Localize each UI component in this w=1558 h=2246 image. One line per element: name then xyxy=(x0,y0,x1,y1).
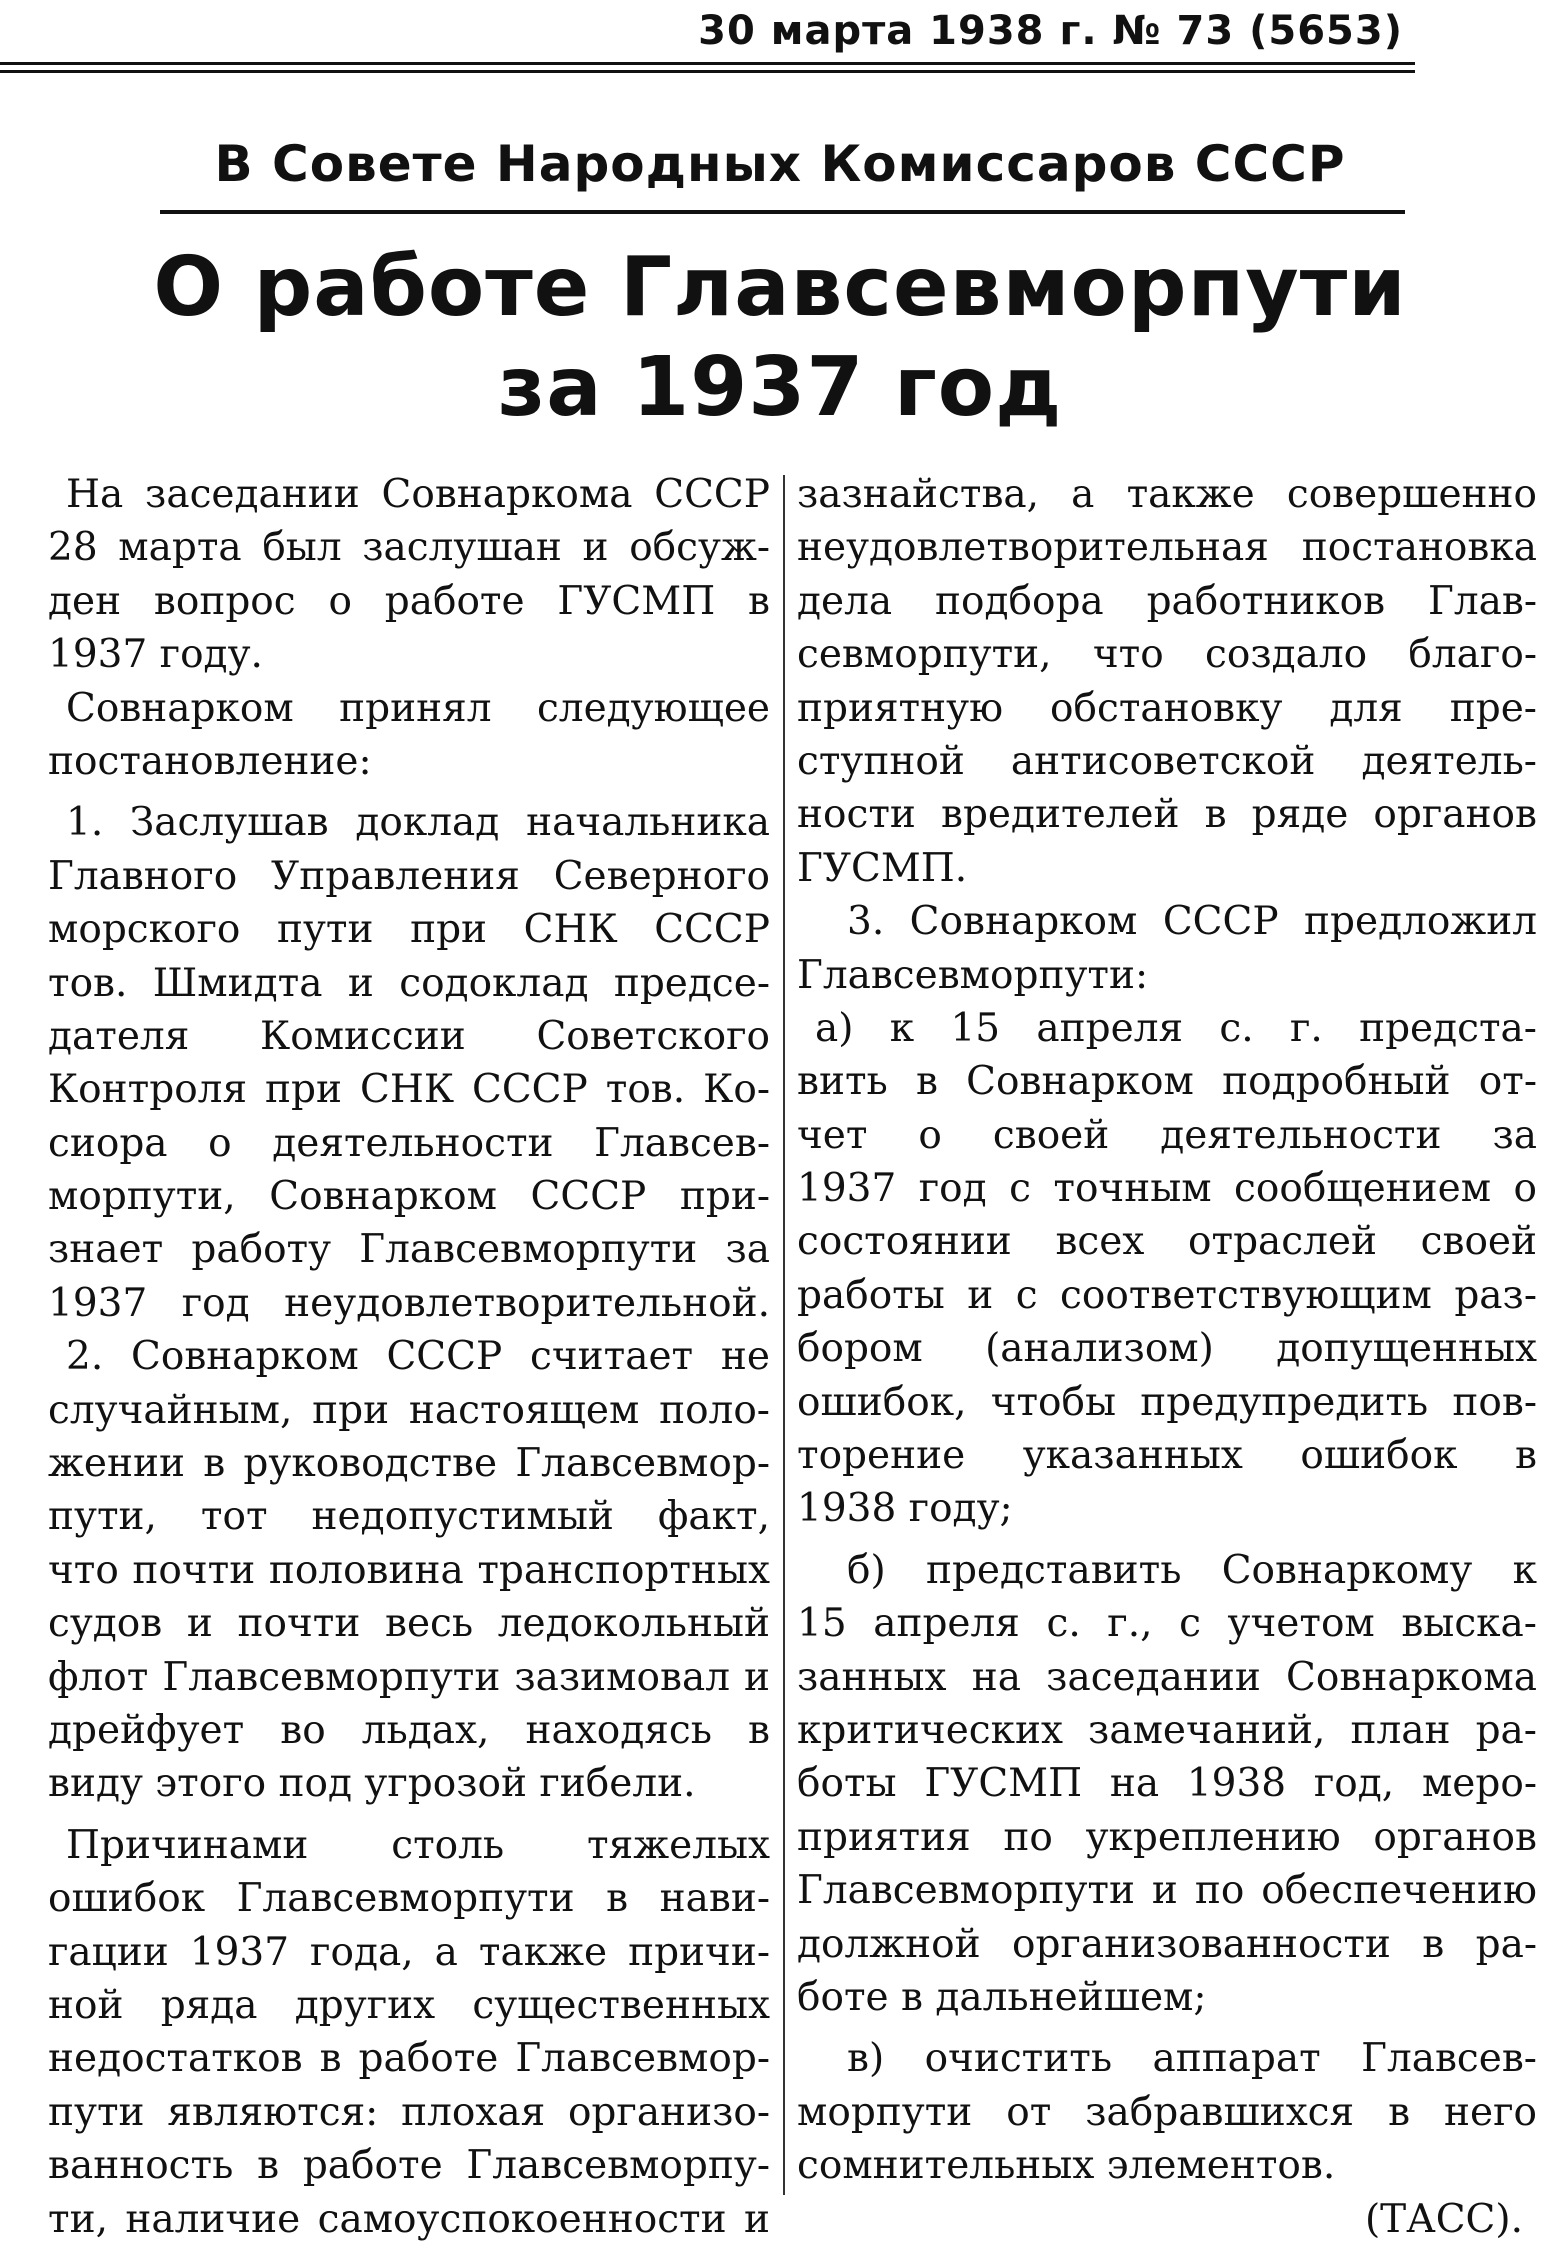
text-line: Главсевморпути: xyxy=(797,952,1149,998)
article-title-line-1: О работе Главсевморпути xyxy=(153,240,1407,335)
text-line: 15 апреля с. г., с учетом выска- xyxy=(797,1601,1537,1647)
text-line: постановление: xyxy=(48,738,372,784)
text-line: ден вопрос о работе ГУСМП в xyxy=(48,578,770,624)
text-line: знает работу Главсевморпути за xyxy=(48,1227,770,1273)
article-column-left xyxy=(48,468,770,2246)
section-heading: В Совете Народных Комиссаров СССР xyxy=(214,135,1346,193)
text-line: занных на заседании Совнаркома xyxy=(797,1654,1537,1700)
masthead-dateline: 30 марта 1938 г. № 73 (5653) xyxy=(698,8,1403,54)
text-line: ошибок Главсевморпути в нави- xyxy=(48,1876,770,1922)
text-line: Совнарком принял следующее xyxy=(66,685,770,731)
text-line: Причинами столь тяжелых xyxy=(66,1822,770,1868)
text-line: морского пути при СНК СССР xyxy=(48,907,770,953)
text-line: 1937 год неудовлетворительной. xyxy=(48,1280,770,1326)
text-line: сомнительных элементов. xyxy=(797,2143,1336,2189)
text-line: чет о своей деятельности за xyxy=(797,1112,1537,1158)
text-line: Контроля при СНК СССР тов. Ко- xyxy=(48,1067,770,1113)
text-line: торение указанных ошибок в xyxy=(797,1433,1537,1479)
text-line: боте в дальнейшем; xyxy=(797,1974,1207,2020)
text-line: 3. Совнарком СССР предложил xyxy=(847,899,1537,945)
text-line: флот Главсевморпути зазимовал и xyxy=(48,1654,770,1700)
text-line: ной ряда других существенных xyxy=(48,1982,770,2028)
text-line: что почти половина транспортных xyxy=(48,1547,770,1593)
text-line: работы и с соответствующим раз- xyxy=(797,1272,1537,1318)
text-line: 1938 году; xyxy=(797,1486,1013,1532)
text-line: ошибок, чтобы предупредить пов- xyxy=(797,1379,1537,1425)
text-line: а) к 15 апреля с. г. предста- xyxy=(815,1005,1537,1051)
text-line: случайным, при настоящем поло- xyxy=(48,1387,770,1433)
text-line: состоянии всех отраслей своей xyxy=(797,1219,1537,1265)
text-line: морпути, Совнарком СССР при- xyxy=(48,1174,770,1220)
text-line: пути являются: плохая организо- xyxy=(48,2089,770,2135)
text-line: Главного Управления Северного xyxy=(48,853,770,899)
text-line: ГУСМП. xyxy=(797,845,968,891)
article-title-line-2: за 1937 год xyxy=(497,340,1063,435)
text-line: недостатков в работе Главсевмор- xyxy=(48,2036,770,2082)
text-line: жении в руководстве Главсевмор- xyxy=(48,1441,770,1487)
text-line: гации 1937 года, а также причи- xyxy=(48,1929,770,1975)
text-line: ступной антисоветской деятель- xyxy=(797,738,1537,784)
text-line: дела подбора работников Глав- xyxy=(797,578,1537,624)
text-line: 2. Совнарком СССР считает не xyxy=(66,1334,770,1380)
text-line: тов. Шмидта и содоклад предсе- xyxy=(48,960,770,1006)
text-line: севморпути, что создало благо- xyxy=(797,632,1537,678)
text-line: виду этого под угрозой гибели. xyxy=(48,1761,696,1807)
masthead-rule-secondary xyxy=(0,70,1415,73)
text-line: ности вредителей в ряде органов xyxy=(797,792,1537,838)
text-line: 1937 году. xyxy=(48,632,263,678)
masthead-rule xyxy=(0,62,1415,65)
text-line: 1. Заслушав доклад начальника xyxy=(66,800,770,846)
text-line: приятную обстановку для пре- xyxy=(797,685,1537,731)
text-line: 1937 год с точным сообщением о xyxy=(797,1166,1537,1212)
text-line: приятия по укреплению органов xyxy=(797,1814,1537,1860)
column-divider xyxy=(783,475,785,2195)
text-line: зазнайства, а также совершенно xyxy=(797,472,1537,517)
text-line: сиора о деятельности Главсев- xyxy=(48,1120,770,1166)
text-line: дателя Комиссии Советского xyxy=(48,1013,770,1059)
text-line: вить в Совнарком подробный от- xyxy=(797,1059,1537,1105)
text-line: морпути от забравшихся в него xyxy=(797,2089,1537,2135)
article-title xyxy=(100,238,1460,438)
text-line: Главсевморпути и по обеспечению xyxy=(797,1868,1537,1914)
text-line: 28 марта был заслушан и обсуж- xyxy=(48,525,770,571)
tass-credit: (ТАСС). xyxy=(1364,2196,1523,2242)
text-line: должной организованности в ра- xyxy=(797,1921,1537,1967)
section-heading-rule xyxy=(160,210,1405,214)
text-line: пути, тот недопустимый факт, xyxy=(48,1494,770,1540)
text-line: критических замечаний, план ра- xyxy=(797,1707,1537,1753)
text-line: боты ГУСМП на 1938 год, меро- xyxy=(797,1761,1537,1807)
text-line: бором (анализом) допущенных xyxy=(797,1326,1537,1372)
text-line: На заседании Совнаркома СССР xyxy=(66,472,770,517)
text-line: неудовлетворительная постановка xyxy=(797,525,1537,571)
article-column-right xyxy=(797,468,1537,2246)
text-line: б) представить Совнаркому к xyxy=(847,1547,1537,1593)
text-line: дрейфует во льдах, находясь в xyxy=(48,1707,770,1753)
text-line: ти, наличие самоуспокоенности и xyxy=(48,2196,770,2242)
text-line: судов и почти весь ледокольный xyxy=(48,1601,770,1647)
text-line: в) очистить аппарат Главсев- xyxy=(847,2036,1537,2082)
text-line: ванность в работе Главсевморпу- xyxy=(48,2143,770,2189)
